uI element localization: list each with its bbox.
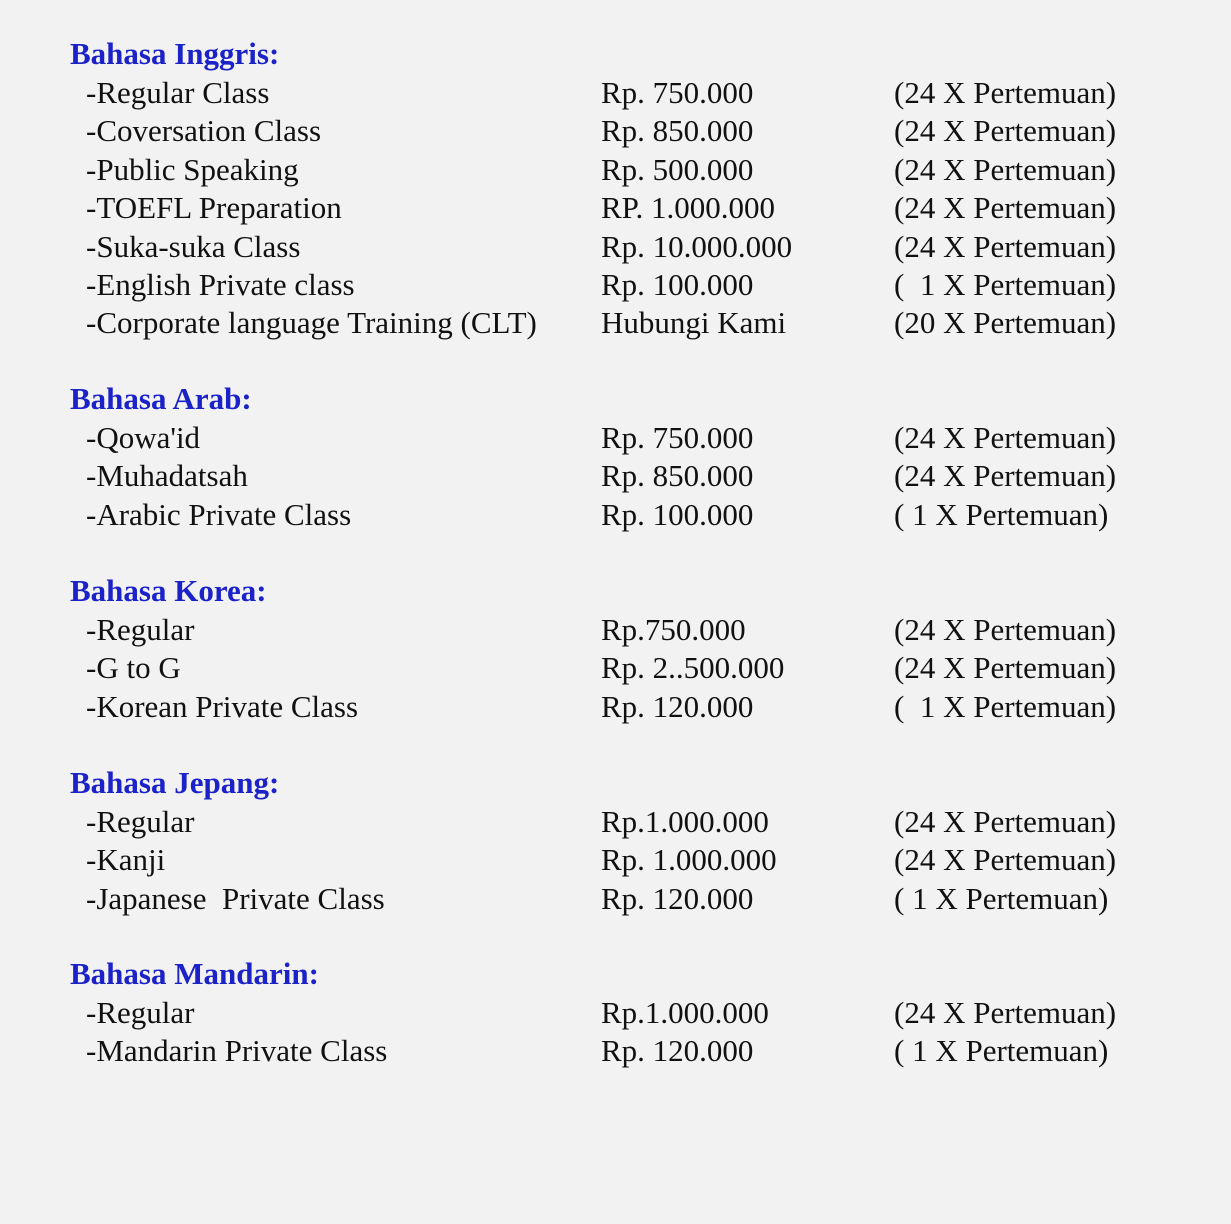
course-sessions: (24 X Pertemuan) xyxy=(894,842,1117,878)
course-price: Rp. 500.000 xyxy=(601,151,754,187)
course-price: Rp. 10.000.000 xyxy=(601,228,793,264)
course-sessions: (24 X Pertemuan) xyxy=(894,420,1117,455)
list-item xyxy=(70,994,1210,1032)
course-name: -Suka-suka Class xyxy=(86,228,301,264)
course-name: -Japanese Private Class xyxy=(86,880,385,916)
course-sessions: ( 1 X Pertemuan) xyxy=(894,1033,1109,1069)
course-price: RP. 1.000.000 xyxy=(601,190,775,226)
course-price: Rp. 120.000 xyxy=(601,1033,754,1069)
list-item xyxy=(70,880,1210,918)
course-sessions: (24 X Pertemuan) xyxy=(894,228,1117,264)
course-price: Rp. 850.000 xyxy=(601,113,754,149)
section-heading: Bahasa Inggris: xyxy=(70,36,280,71)
list-item xyxy=(70,457,1210,495)
list-item xyxy=(70,189,1210,227)
course-name: -Mandarin Private Class xyxy=(86,1033,388,1069)
list-item xyxy=(70,1032,1210,1070)
list-item xyxy=(70,688,1210,726)
course-sessions: (24 X Pertemuan) xyxy=(894,151,1117,187)
course-price: Rp. 1.000.000 xyxy=(601,842,777,878)
course-sessions: (24 X Pertemuan) xyxy=(894,650,1117,686)
course-price: Rp. 120.000 xyxy=(601,880,754,916)
course-name: -Kanji xyxy=(86,842,166,878)
course-name: -Public Speaking xyxy=(86,151,299,187)
course-name: -Regular Class xyxy=(86,75,270,110)
list-item xyxy=(70,803,1210,841)
course-sessions: ( 1 X Pertemuan) xyxy=(894,496,1109,532)
list-item xyxy=(70,611,1210,649)
list-item xyxy=(70,841,1210,879)
section-bahasa-arab xyxy=(70,379,1210,534)
course-price: Hubungi Kami xyxy=(601,305,787,341)
section-bahasa-mandarin xyxy=(70,954,1210,1071)
course-sessions: ( 1 X Pertemuan) xyxy=(894,688,1117,724)
list-item xyxy=(70,419,1210,457)
course-price: Rp. 750.000 xyxy=(601,420,754,455)
course-sessions: (24 X Pertemuan) xyxy=(894,995,1117,1030)
course-price: Rp. 2..500.000 xyxy=(601,650,785,686)
section-bahasa-inggris xyxy=(70,34,1210,343)
course-price: Rp.1.000.000 xyxy=(601,804,769,839)
course-sessions: ( 1 X Pertemuan) xyxy=(894,880,1109,916)
list-item xyxy=(70,74,1210,112)
section-heading: Bahasa Mandarin: xyxy=(70,956,319,991)
list-item xyxy=(70,151,1210,189)
list-item xyxy=(70,266,1210,304)
course-price: Rp. 850.000 xyxy=(601,458,754,494)
course-price: Rp. 100.000 xyxy=(601,266,754,302)
course-price: Rp.750.000 xyxy=(601,612,746,647)
course-price: Rp. 120.000 xyxy=(601,688,754,724)
course-name: -TOEFL Preparation xyxy=(86,190,342,226)
course-name: -Regular xyxy=(86,804,195,839)
section-bahasa-korea xyxy=(70,571,1210,726)
course-name: -Arabic Private Class xyxy=(86,496,352,532)
course-name: -Regular xyxy=(86,612,195,647)
list-item xyxy=(70,304,1210,342)
course-name: -G to G xyxy=(86,650,181,686)
course-price: Rp. 750.000 xyxy=(601,75,754,110)
list-item xyxy=(70,649,1210,687)
course-name: -Muhadatsah xyxy=(86,458,248,494)
list-item xyxy=(70,496,1210,534)
course-name: -Coversation Class xyxy=(86,113,322,149)
section-heading: Bahasa Jepang: xyxy=(70,765,280,800)
section-heading: Bahasa Arab: xyxy=(70,381,252,416)
course-name: -English Private class xyxy=(86,266,355,302)
course-sessions: (24 X Pertemuan) xyxy=(894,75,1117,110)
course-price: Rp.1.000.000 xyxy=(601,995,769,1030)
section-heading: Bahasa Korea: xyxy=(70,573,267,608)
course-sessions: (24 X Pertemuan) xyxy=(894,612,1117,647)
list-item xyxy=(70,228,1210,266)
course-sessions: (20 X Pertemuan) xyxy=(894,305,1117,341)
course-name: -Corporate language Training (CLT) xyxy=(86,305,537,341)
course-name: -Korean Private Class xyxy=(86,688,359,724)
course-name: -Qowa'id xyxy=(86,420,201,455)
course-sessions: (24 X Pertemuan) xyxy=(894,458,1117,494)
section-bahasa-jepang xyxy=(70,763,1210,918)
course-sessions: ( 1 X Pertemuan) xyxy=(894,266,1117,302)
course-name: -Regular xyxy=(86,995,195,1030)
course-price: Rp. 100.000 xyxy=(601,496,754,532)
course-sessions: (24 X Pertemuan) xyxy=(894,113,1117,149)
course-sessions: (24 X Pertemuan) xyxy=(894,190,1117,226)
list-item xyxy=(70,112,1210,150)
course-sessions: (24 X Pertemuan) xyxy=(894,804,1117,839)
